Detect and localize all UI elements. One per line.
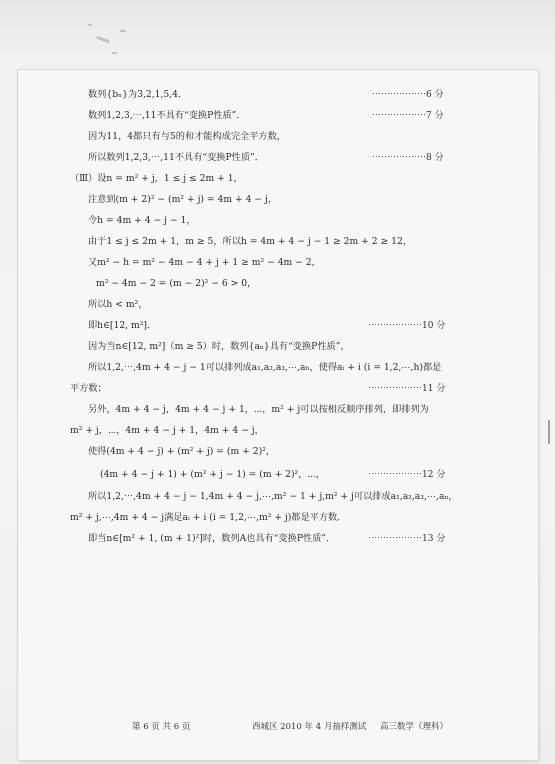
line-7: 令h = 4m + 4 − j − 1， (88, 215, 196, 226)
scan-speck (88, 24, 92, 26)
scan-edge-mark (548, 420, 550, 444)
line-9: 又m² − h = m² − 4m − 4 + j + 1 ≥ m² − 4m − 2， (88, 257, 321, 268)
score-mark: ⋯⋯⋯⋯⋯⋯13 分 (368, 534, 446, 544)
line-3: 因为11，4都只有与5的和才能构成完全平方数， (88, 131, 286, 142)
line-2: 数列1,2,3,⋯,11不具有“变换P性质”． (88, 110, 246, 121)
line-14: 所以1,2,⋯,4m + 4 − j − 1可以排列成a₁,a₂,a₃,⋯,aₕ，使得aᵢ + i (i = 1,2,⋯,h)都是 (88, 362, 442, 373)
line-19: (4m + 4 − j + 1) + (m² + j − 1) = (m + 2)²，⋯， (100, 469, 325, 480)
score-mark: ⋯⋯⋯⋯⋯⋯12 分 (368, 470, 446, 480)
footer-exam-title: 西城区 2010 年 4 月抽样测试 (252, 722, 367, 732)
line-8: 由于1 ≤ j ≤ 2m + 1，m ≥ 5，所以h = 4m + 4 − j − 1 ≥ 2m + 2 ≥ 12， (88, 236, 413, 247)
line-13: 因为当n∈[12, m²]（m ≥ 5）时，数列{aₙ}具有“变换P性质”， (88, 341, 350, 352)
line-6: 注意到(m + 2)² − (m² + j) = 4m + 4 − j， (88, 194, 278, 205)
score-mark: ⋯⋯⋯⋯⋯⋯10 分 (368, 321, 446, 331)
scan-speck (112, 52, 117, 54)
line-1: 数列{bₙ}为3,2,1,5,4． (88, 89, 188, 100)
line-22: 即当n∈[m² + 1, (m + 1)²]时，数列A也具有“变换P性质”． (88, 533, 336, 544)
line-17: m² + j，⋯，4m + 4 − j + 1，4m + 4 − j， (70, 425, 264, 436)
scan-speck (96, 36, 110, 44)
paper-sheet (18, 70, 538, 760)
line-4: 所以数列1,2,3,⋯,11不具有“变换P性质”． (88, 152, 264, 163)
footer-subject: 高三数学（理科） (380, 722, 449, 732)
score-mark: ⋯⋯⋯⋯⋯⋯8 分 (372, 153, 444, 163)
line-20: 所以1,2,⋯,4m + 4 − j − 1,4m + 4 − j,⋯,m² − 1 + j,m² + j可以排成a₁,a₂,a₃,⋯,aₙ， (88, 491, 458, 502)
score-mark: ⋯⋯⋯⋯⋯⋯6 分 (372, 90, 444, 100)
footer-page-number: 第 6 页 共 6 页 (132, 722, 191, 732)
line-18: 使得(4m + 4 − j) + (m² + j) = (m + 2)²， (88, 446, 276, 457)
scan-speck (120, 30, 126, 32)
line-10: m² − 4m − 2 = (m − 2)² − 6 > 0， (96, 278, 257, 289)
line-16: 另外，4m + 4 − j，4m + 4 − j + 1，⋯，m² + j可以按相反顺序排列，即排列为 (88, 404, 429, 415)
score-mark: ⋯⋯⋯⋯⋯⋯7 分 (372, 111, 444, 121)
line-15: 平方数； (70, 383, 107, 394)
line-11: 所以h < m²， (88, 299, 148, 310)
line-12: 即h∈[12, m²]． (88, 320, 157, 331)
score-mark: ⋯⋯⋯⋯⋯⋯11 分 (368, 384, 446, 394)
line-21: m² + j,⋯,4m + 4 − j满足aᵢ + i (i = 1,2,⋯,m² + j)都是平方数． (70, 512, 347, 523)
line-5: （Ⅲ）设n = m² + j，1 ≤ j ≤ 2m + 1， (70, 173, 243, 184)
